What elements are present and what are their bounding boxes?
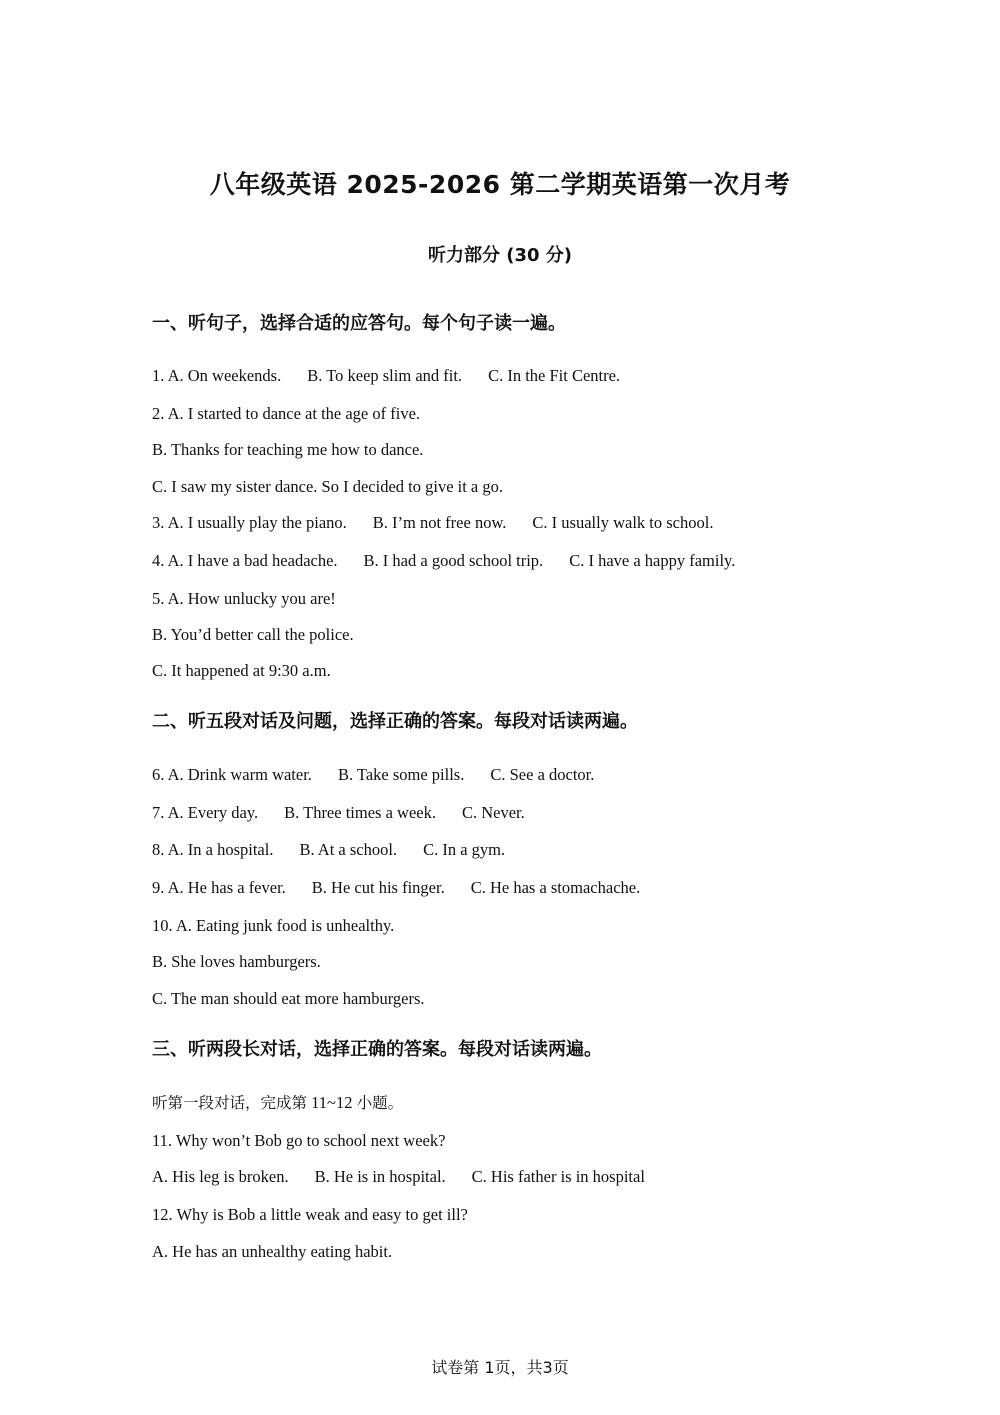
- question-11-options: [152, 1165, 645, 1189]
- section-heading-1: 一、听句子，选择合适的应答句。每个句子读一遍。: [152, 313, 566, 334]
- q2-option-a: 2. A. I started to dance at the age of five.: [152, 404, 421, 423]
- q12-question: 12. Why is Bob a little weak and easy to get ill?: [152, 1205, 468, 1224]
- q1-option-c: C. In the Fit Centre.: [488, 366, 621, 385]
- q8-option-b: B. At a school.: [299, 840, 398, 859]
- question-4: [152, 549, 735, 573]
- q4-option-c: C. I have a happy family.: [569, 551, 736, 570]
- q9-option-c: C. He has a stomachache.: [470, 878, 641, 897]
- q2-option-c: C. I saw my sister dance. So I decided to give it a go.: [152, 477, 504, 496]
- section-heading-3: 三、听两段长对话，选择正确的答案。每段对话读两遍。: [152, 1039, 602, 1060]
- q2-option-b: B. Thanks for teaching me how to dance.: [152, 440, 424, 459]
- q6-option-a: 6. A. Drink warm water.: [152, 765, 312, 784]
- q4-option-b: B. I had a good school trip.: [363, 551, 544, 570]
- q9-option-a: 9. A. He has a fever.: [152, 878, 286, 897]
- q11-question: 11. Why won’t Bob go to school next week?: [152, 1131, 446, 1150]
- q1-option-a: 1. A. On weekends.: [152, 366, 282, 385]
- q1-option-b: B. To keep slim and fit.: [307, 366, 463, 385]
- question-9: [152, 876, 640, 900]
- q3-option-c: C. I usually walk to school.: [532, 513, 714, 532]
- question-7: [152, 801, 525, 825]
- q7-option-b: B. Three times a week.: [284, 803, 436, 822]
- q12-option-a: A. He has an unhealthy eating habit.: [152, 1242, 393, 1261]
- q3-option-a: 3. A. I usually play the piano.: [152, 513, 347, 532]
- q4-option-a: 4. A. I have a bad headache.: [152, 551, 338, 570]
- q7-option-a: 7. A. Every day.: [152, 803, 259, 822]
- section-heading-2: 二、听五段对话及问题，选择正确的答案。每段对话读两遍。: [152, 711, 638, 732]
- question-6: [152, 763, 594, 787]
- q11-option-a: A. His leg is broken.: [152, 1167, 289, 1186]
- passage-1-intro-post: 小题。: [356, 1094, 404, 1112]
- question-8: [152, 838, 505, 862]
- q6-option-b: B. Take some pills.: [337, 765, 465, 784]
- q6-option-c: C. See a doctor.: [490, 765, 595, 784]
- passage-1-intro-range: 11~12: [307, 1093, 357, 1112]
- q10-option-a: 10. A. Eating junk food is unhealthy.: [152, 916, 395, 935]
- q5-option-c: C. It happened at 9:30 a.m.: [152, 661, 331, 680]
- q10-option-c: C. The man should eat more hamburgers.: [152, 989, 425, 1008]
- exam-title: 八年级英语 2025-2026 第二学期英语第一次月考: [209, 170, 791, 199]
- question-1: [152, 364, 620, 388]
- question-3: [152, 511, 713, 535]
- q8-option-c: C. In a gym.: [423, 840, 506, 859]
- q3-option-b: B. I’m not free now.: [372, 513, 507, 532]
- q11-option-b: B. He is in hospital.: [314, 1167, 446, 1186]
- section-subtitle: 听力部分 (30 分): [427, 245, 573, 266]
- page-footer: 试卷第 1页，共3页: [431, 1358, 569, 1377]
- passage-1-intro-pre: 听第一段对话，完成第: [152, 1094, 308, 1112]
- q10-option-b: B. She loves hamburgers.: [152, 952, 321, 971]
- passage-1-intro: [152, 1091, 403, 1115]
- q5-option-b: B. You’d better call the police.: [152, 625, 354, 644]
- q11-option-c: C. His father is in hospital: [471, 1167, 645, 1186]
- q8-option-a: 8. A. In a hospital.: [152, 840, 274, 859]
- q5-option-a: 5. A. How unlucky you are!: [152, 589, 336, 608]
- q7-option-c: C. Never.: [461, 803, 525, 822]
- q9-option-b: B. He cut his finger.: [311, 878, 445, 897]
